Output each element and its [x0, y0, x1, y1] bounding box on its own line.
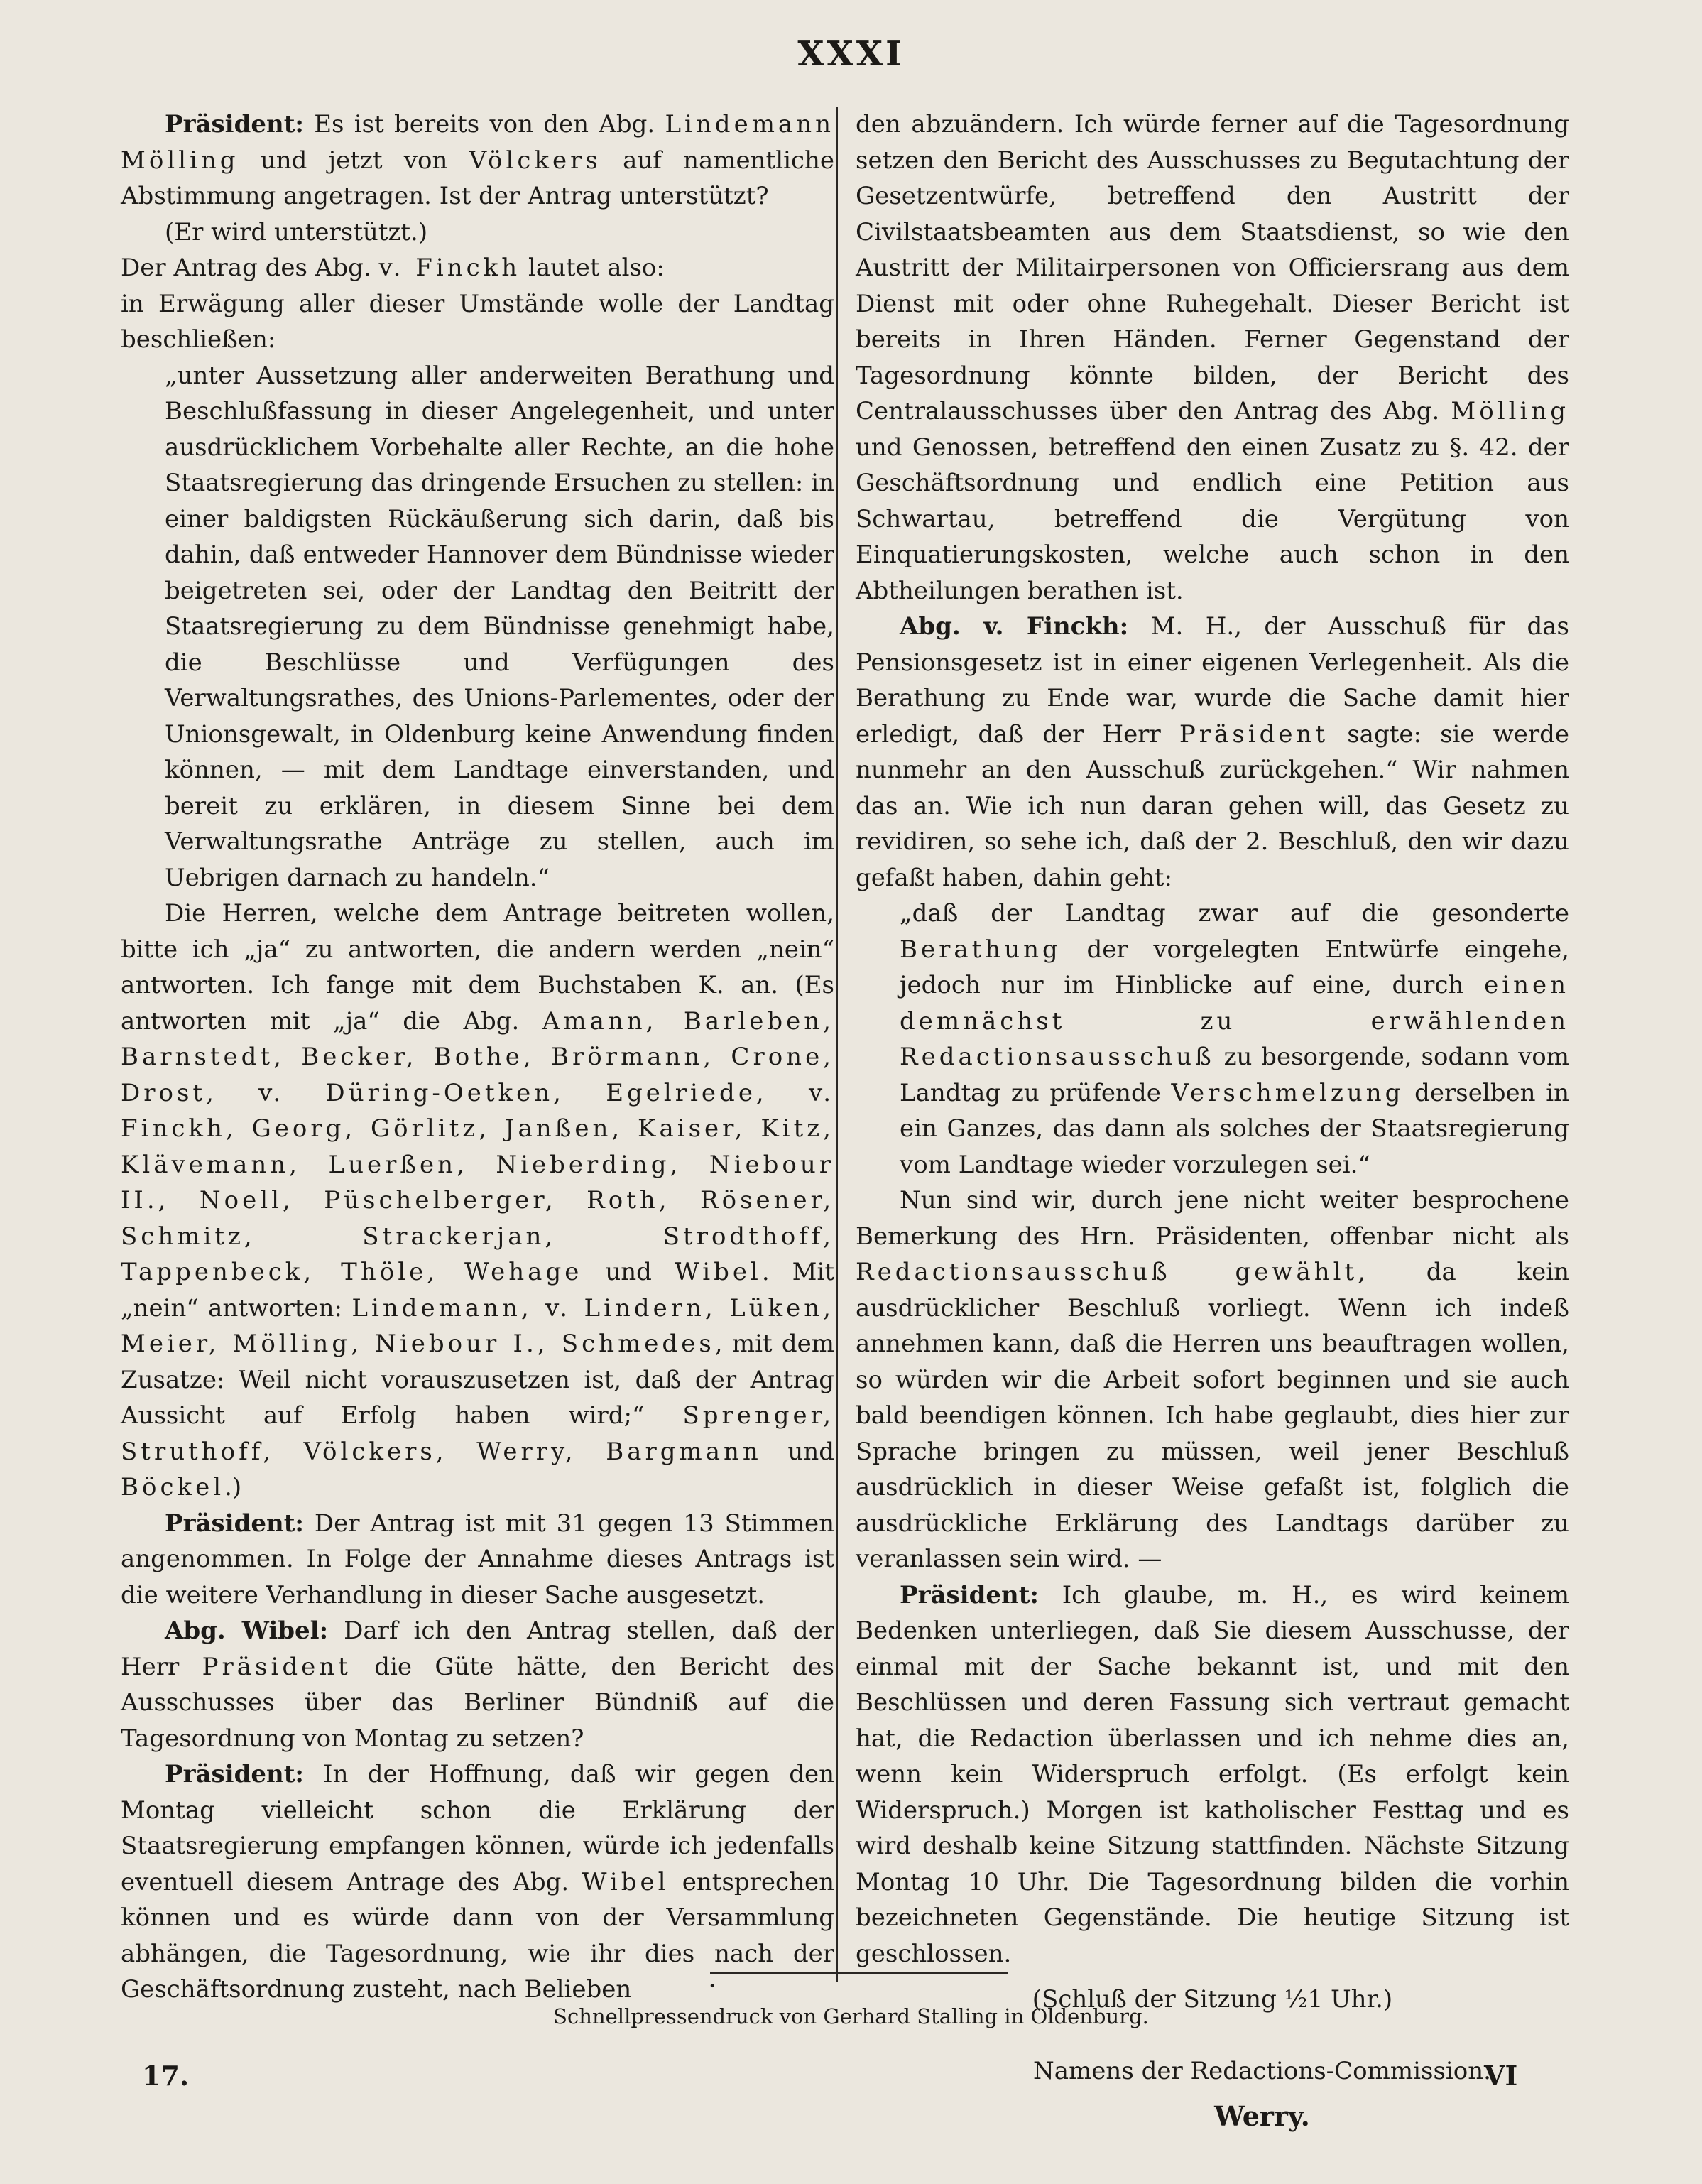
paragraph: Der Antrag des Abg. v. Finckh lautet also:	[121, 254, 665, 282]
paragraph: Nun sind wir, durch jene nicht weiter besprochene Bemerkung des Hrn. Präsidenten, offenbar nicht als Redactionsausschuß gewählt, da kein ausdrücklicher Beschluß vorliegt. Wenn ich indeß annehmen kann, daß die Herren uns beauftragen wollen, so würden wir die Arbeit sofort beginnen und sie auch bald beendigen können. Ich habe geglaubt, dies hier zur Sprache bringen zu müssen, weil jener Beschluß ausdrücklich in dieser Weise gefaßt ist, folglich die ausdrückliche Erklärung des Landtags darüber zu veranlassen sein wird. —	[856, 1186, 1570, 1573]
paragraph: Präsident: Der Antrag ist mit 31 gegen 13 Stimmen angenommen. In Folge der Annahme dieses Antrags ist die weitere Verhandlung in dieser Sache ausgesetzt.	[121, 1509, 834, 1609]
quoted-motion: „unter Aussetzung aller anderweiten Berathung und Beschlußfassung in dieser Angelegenheit, und unter ausdrücklichem Vorbehalte aller Rechte, an die hohe Staatsregierung das dringende Ersuchen zu stellen: in einer baldigsten Rückäußerung sich darin, daß bis dahin, daß entweder Hannover dem Bündnisse wieder beigetreten sei, oder der Landtag den Beitritt der Staatsregierung zu dem Bündnisse genehmigt habe, die Beschlüsse und Verfügungen des Verwaltungsrathes, des Unions-Parlementes, oder der Unionsgewalt, in Oldenburg keine Anwendung finden können, — mit dem Landtage einverstanden, und bereit zu erklären, in diesem Sinne bei dem Verwaltungsrathe Anträge zu stellen, auch im Uebrigen darnach zu handeln.“	[165, 361, 834, 892]
ornament-dot: •	[709, 1979, 716, 1994]
column-divider	[836, 107, 838, 1982]
paragraph: Abg. Wibel: Darf ich den Antrag stellen, daß der Herr Präsident die Güte hätte, den Bericht des Ausschusses über das Berliner Bündniß auf die Tagesordnung von Montag zu setzen?	[121, 1617, 834, 1753]
paragraph: Präsident: Es ist bereits von den Abg. Lindemann Mölling und jetzt von Völckers auf namentliche Abstimmung angetragen. Ist der Antrag unterstützt?	[121, 110, 834, 210]
paragraph: den abzuändern. Ich würde ferner auf die Tagesordnung setzen den Bericht des Ausschusses zu Begutachtung der Gesetzentwürfe, betreffend den Austritt der Civilstaatsbeamten aus dem Staatsdienst, so wie den Austritt der Militairpersonen von Officiersrang aus dem Dienst mit oder ohne Ruhegehalt. Dieser Bericht ist bereits in Ihren Händen. Ferner Gegenstand der Tagesordnung könnte bilden, der Bericht des Centralausschusses über den Antrag des Abg. Mölling und Genossen, betreffend den einen Zusatz zu §. 42. der Geschäftsordnung und endlich eine Petition aus Schwartau, betreffend die Vergütung von Einquatierungskosten, welche auch schon in den Abtheilungen berathen ist.	[856, 110, 1569, 605]
right-column	[856, 107, 1569, 2135]
session-closing: (Schluß der Sitzung ½1 Uhr.)	[1032, 1985, 1393, 2014]
paragraph: Präsident: In der Hoffnung, daß wir gegen den Montag vielleicht schon die Erklärung der Staatsregierung empfangen können, würde ich jedenfalls eventuell diesem Antrage des Abg. Wibel entsprechen können und es würde dann von der Versammlung abhängen, die Tagesordnung, wie ihr dies nach der Geschäftsordnung zusteht, nach Belieben	[121, 1760, 834, 2004]
paragraph: Präsident: Ich glaube, m. H., es wird keinem Bedenken unterliegen, daß Sie diesem Ausschusse, der einmal mit der Sache bekannt ist, und mit den Beschlüssen und deren Fassung sich vertraut gemacht hat, die Redaction überlassen und ich nehme dies an, wenn kein Widerspruch erfolgt. (Es erfolgt kein Widerspruch.) Morgen ist katholischer Festtag und es wird deshalb keine Sitzung stattfinden. Nächste Sitzung Montag 10 Uhr. Die Tagesordnung bilden die vorhin bezeichneten Gegenstände. Die heutige Sitzung ist geschlossen.	[856, 1580, 1569, 1968]
left-column	[121, 107, 834, 2008]
paragraph: in Erwägung aller dieser Umstände wolle der Landtag beschließen:	[121, 289, 834, 354]
signature: Werry.	[1214, 2100, 1310, 2132]
paragraph: Die Herren, welche dem Antrage beitreten wollen, bitte ich „ja“ zu antworten, die andern werden „nein“ antworten. Ich fange mit dem Buchstaben K. an. (Es antworten mit „ja“ die Abg. Amann, Barleben, Barnstedt, Becker, Bothe, Brörmann, Crone, Drost, v. Düring-Oetken, Egelriede, v. Finckh, Georg, Görlitz, Janßen, Kaiser, Kitz, Klävemann, Luerßen, Nieberding, Niebour II., Noell, Püschelberger, Roth, Rösener, Schmitz, Strackerjan, Strodthoff, Tappenbeck, Thöle, Wehage und Wibel. Mit „nein“ antworten: Lindemann, v. Lindern, Lüken, Meier, Mölling, Niebour I., Schmedes, mit dem Zusatze: Weil nicht vorauszusetzen ist, daß der Antrag Aussicht auf Erfolg haben wird;“ Sprenger, Struthoff, Völckers, Werry, Bargmann und Böckel.)	[121, 899, 834, 1501]
volume-marker: VI	[1484, 2060, 1518, 2092]
footer-rule	[710, 1972, 1008, 1974]
printer-imprint: Schnellpressendruck von Gerhard Stalling in Oldenburg.	[553, 2004, 1149, 2028]
page-number: XXXI	[797, 34, 905, 74]
sheet-number: 17.	[142, 2060, 190, 2092]
paragraph: (Er wird unterstützt.)	[165, 217, 428, 246]
paragraph: Abg. v. Finckh: M. H., der Ausschuß für das Pensionsgesetz ist in einer eigenen Verlegenheit. Als die Berathung zu Ende war, wurde die Sache damit hier erledigt, daß der Herr Präsident sagte: sie werde nunmehr an den Ausschuß zurückgehen.“ Wir nahmen das an. Wie ich nun daran gehen will, das Gesetz zu revidiren, so sehe ich, daß der 2. Beschluß, den wir dazu gefaßt haben, dahin geht:	[856, 612, 1570, 892]
quoted-resolution: „daß der Landtag zwar auf die gesonderte Berathung der vorgelegten Entwürfe eingehe, jedoch nur im Hinblicke auf eine, durch einen demnächst zu erwählenden Redactionsausschuß zu besorgende, sodann vom Landtag zu prüfende Verschmelzung derselben in ein Ganzes, das dann als solches der Staatsregierung vom Landtage wieder vorzulegen sei.“	[900, 899, 1569, 1179]
commission-line: Namens der Redactions-Commission.	[1033, 2056, 1491, 2085]
